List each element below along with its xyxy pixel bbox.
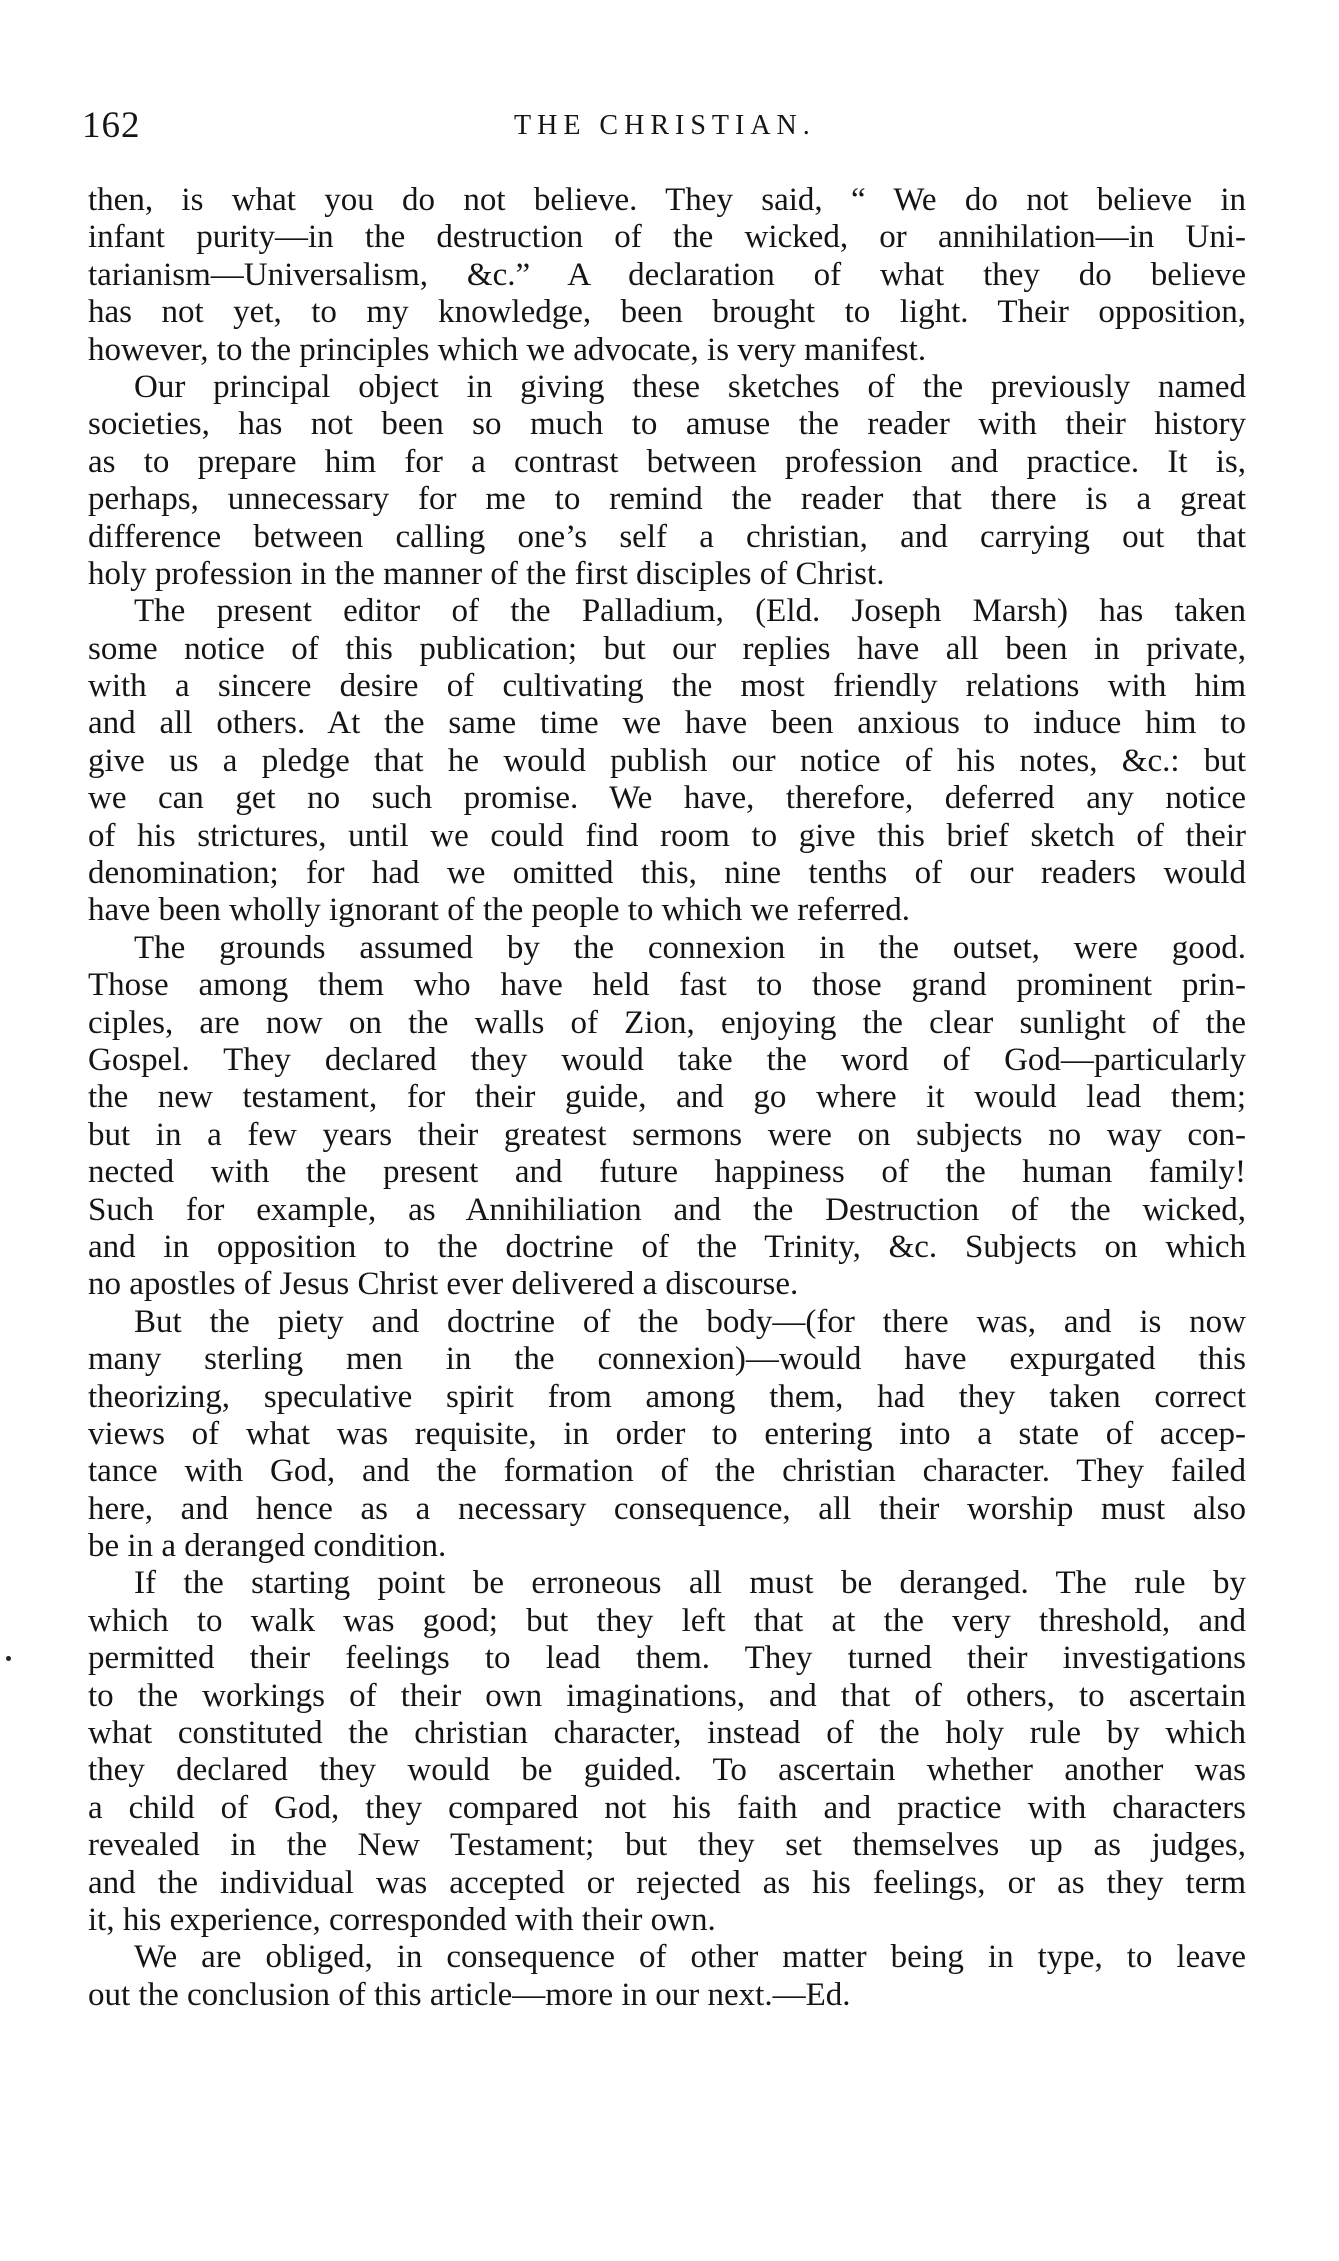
text-line: infant purity—in the destruction of the wicked, or annihilation—in Uni- [88, 219, 1246, 256]
text-line: theorizing, speculative spirit from among them, had they taken correct [88, 1378, 1246, 1415]
text-line: out the conclusion of this article—more in our next.—Ed. [88, 1976, 851, 2013]
text-line: difference between calling one’s self a christian, and carrying out that [88, 518, 1246, 555]
text-line: here, and hence as a necessary consequence, all their worship must also [88, 1490, 1246, 1527]
text-line: tance with God, and the formation of the christian character. They failed [88, 1453, 1246, 1490]
text-line: the new testament, for their guide, and go where it would lead them; [88, 1079, 1246, 1116]
text-line: be in a deranged condition. [88, 1528, 447, 1565]
text-line: perhaps, unnecessary for me to remind the reader that there is a great [88, 481, 1246, 518]
text-line: then, is what you do not believe. They said, “ We do not believe in [88, 182, 1246, 218]
text-line: tarianism—Universalism, &c.” A declaration of what they do believe [88, 256, 1246, 293]
text-line: holy profession in the manner of the first disciples of Christ. [88, 555, 885, 592]
text-line: nected with the present and future happiness of the human family! [88, 1154, 1246, 1191]
running-head: THE CHRISTIAN. [514, 110, 816, 141]
text-line: permitted their feelings to lead them. They turned their investigations [88, 1640, 1246, 1677]
text-line: we can get no such promise. We have, therefore, deferred any notice [88, 780, 1246, 817]
text-line: it, his experience, corresponded with their own. [88, 1901, 716, 1938]
text-line: has not yet, to my knowledge, been brought to light. Their opposition, [88, 294, 1246, 331]
text-line: have been wholly ignorant of the people to which we referred. [88, 892, 910, 929]
text-line: with a sincere desire of cultivating the most friendly relations with him [88, 668, 1246, 705]
text-line: If the starting point be erroneous all must be deranged. The rule by [134, 1565, 1246, 1602]
text-line: and the individual was accepted or rejected as his feelings, or as they term [88, 1864, 1246, 1901]
article-body [88, 182, 1246, 2014]
text-line: Those among them who have held fast to those grand prominent prin- [88, 967, 1246, 1004]
text-line: views of what was requisite, in order to entering into a state of accep- [88, 1415, 1246, 1452]
text-line: societies, has not been so much to amuse the reader with their history [88, 406, 1246, 443]
text-line: Gospel. They declared they would take the word of God—particularly [88, 1041, 1246, 1078]
text-line: some notice of this publication; but our replies have all been in private, [88, 630, 1246, 667]
text-line: give us a pledge that he would publish our notice of his notes, &c.: but [88, 742, 1246, 779]
text-line: no apostles of Jesus Christ ever delivered a discourse. [88, 1266, 799, 1303]
text-line: The grounds assumed by the connexion in the outset, were good. [134, 929, 1246, 966]
text-line: to the workings of their own imaginations, and that of others, to ascertain [88, 1677, 1246, 1714]
text-line: We are obliged, in consequence of other matter being in type, to leave [134, 1939, 1246, 1976]
text-line: denomination; for had we omitted this, nine tenths of our readers would [88, 855, 1246, 892]
text-line: but in a few years their greatest sermons were on subjects no way con- [88, 1116, 1246, 1153]
text-line: Such for example, as Annihiliation and the Destruction of the wicked, [88, 1191, 1246, 1228]
text-line: as to prepare him for a contrast between profession and practice. It is, [88, 443, 1246, 480]
text-line: a child of God, they compared not his faith and practice with characters [88, 1789, 1246, 1826]
text-line: The present editor of the Palladium, (Eld. Joseph Marsh) has taken [134, 593, 1246, 630]
margin-dot [6, 1656, 11, 1661]
text-line: which to walk was good; but they left that at the very threshold, and [88, 1602, 1246, 1639]
page-header [82, 104, 1242, 156]
text-line: and all others. At the same time we have been anxious to induce him to [88, 705, 1246, 742]
text-line: however, to the principles which we advocate, is very manifest. [88, 331, 927, 368]
text-line: ciples, are now on the walls of Zion, enjoying the clear sunlight of the [88, 1004, 1246, 1041]
text-line: Our principal object in giving these sketches of the previously named [134, 368, 1246, 405]
text-line: they declared they would be guided. To ascertain whether another was [88, 1752, 1246, 1789]
text-line: and in opposition to the doctrine of the Trinity, &c. Subjects on which [88, 1228, 1246, 1265]
text-line: what constituted the christian character, instead of the holy rule by which [88, 1715, 1246, 1752]
text-line: many sterling men in the connexion)—would have expurgated this [88, 1341, 1246, 1378]
text-line: revealed in the New Testament; but they set themselves up as judges, [88, 1827, 1246, 1864]
text-line: But the piety and doctrine of the body—(for there was, and is now [134, 1303, 1246, 1340]
text-line: of his strictures, until we could find room to give this brief sketch of their [88, 817, 1246, 854]
page-number: 162 [82, 105, 141, 146]
